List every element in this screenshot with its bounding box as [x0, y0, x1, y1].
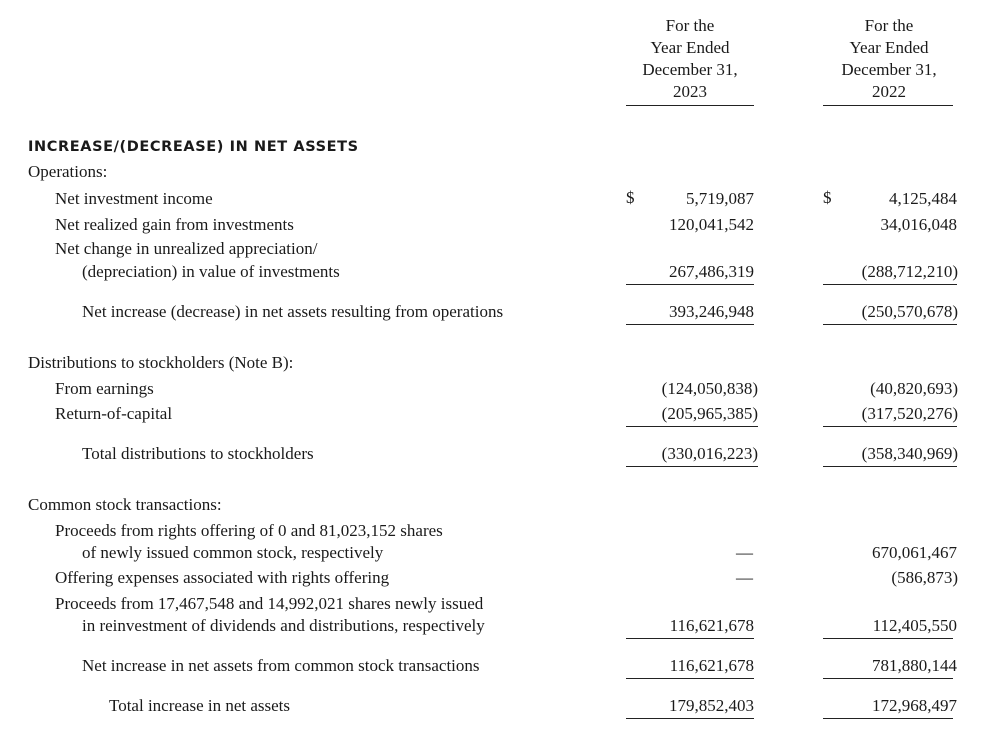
net-investment-income-2022: 4,125,484: [889, 189, 957, 208]
net-investment-income-label: Net investment income: [55, 189, 213, 208]
column-header-2022-rule: [823, 105, 953, 106]
reinvestment-2023: 116,621,678: [669, 616, 754, 635]
reinvestment-2022: 112,405,550: [872, 616, 957, 635]
total-increase-2023: 179,852,403: [669, 696, 754, 715]
net-increase-stock-2023: 116,621,678: [669, 656, 754, 675]
stock-heading: Common stock transactions:: [28, 495, 222, 514]
column-header-2023-line3: December 31,: [642, 60, 738, 79]
total-distributions-2023: (330,016,223): [661, 444, 758, 463]
column-header-2022-line1: For the: [864, 16, 914, 35]
unrealized-label-line2: (depreciation) in value of investments: [82, 262, 340, 281]
rule-net-increase-stock-2023: [626, 678, 754, 679]
unrealized-2022: (288,712,210): [861, 262, 958, 281]
rule-total-increase-2023: [626, 718, 754, 719]
column-header-2022: [823, 15, 955, 103]
net-increase-operations-2023: 393,246,948: [669, 302, 754, 321]
net-increase-operations-label: Net increase (decrease) in net assets resulting from operations: [82, 302, 504, 321]
rule-reinvestment-2022: [823, 638, 953, 639]
offering-expenses-2023-dash: —: [736, 568, 753, 587]
distributions-heading: Distributions to stockholders (Note B):: [28, 353, 294, 372]
net-realized-gain-2023: 120,041,542: [669, 215, 754, 234]
column-header-2022-line3: December 31,: [841, 60, 937, 79]
rights-offering-label-line1: Proceeds from rights offering of 0 and 81,023,152 shares: [55, 521, 443, 540]
net-realized-gain-label: Net realized gain from investments: [55, 215, 294, 234]
rights-offering-2022: 670,061,467: [872, 543, 957, 562]
operations-heading: Operations:: [28, 162, 108, 181]
column-header-2023-rule: [626, 105, 754, 106]
column-header-2023-line2: Year Ended: [650, 38, 730, 57]
total-increase-2022: 172,968,497: [872, 696, 957, 715]
from-earnings-2022: (40,820,693): [870, 379, 958, 398]
column-header-2023-line1: For the: [665, 16, 715, 35]
return-of-capital-2022: (317,520,276): [861, 404, 958, 423]
column-header-2023-line4: 2023: [673, 82, 707, 101]
offering-expenses-2022: (586,873): [891, 568, 958, 587]
net-increase-stock-2022: 781,880,144: [872, 656, 957, 675]
rule-reinvestment-2023: [626, 638, 754, 639]
return-of-capital-2023: (205,965,385): [661, 404, 758, 423]
net-realized-gain-2022: 34,016,048: [880, 215, 957, 234]
total-distributions-2022: (358,340,969): [861, 444, 958, 463]
rule-total-distributions-2023: [626, 466, 758, 467]
net-increase-stock-label: Net increase in net assets from common stock transactions: [82, 656, 480, 675]
total-distributions-label: Total distributions to stockholders: [82, 444, 314, 463]
from-earnings-label: From earnings: [55, 379, 154, 398]
column-header-2023: [626, 15, 754, 103]
from-earnings-2023: (124,050,838): [661, 379, 758, 398]
return-of-capital-label: Return-of-capital: [55, 404, 173, 423]
rule-unrealized-2022: [823, 284, 957, 285]
currency-symbol-2023: $: [626, 188, 635, 207]
unrealized-label-line1: Net change in unrealized appreciation/: [55, 239, 318, 258]
offering-expenses-label: Offering expenses associated with rights offering: [55, 568, 390, 587]
rule-return-of-capital-2022: [823, 426, 957, 427]
rule-net-increase-operations-2022: [823, 324, 957, 325]
net-investment-income-2023: 5,719,087: [686, 189, 754, 208]
net-increase-operations-2022: (250,570,678): [861, 302, 958, 321]
rule-total-distributions-2022: [823, 466, 957, 467]
rights-offering-2023-dash: —: [736, 543, 753, 562]
unrealized-2023: 267,486,319: [669, 262, 754, 281]
column-header-2022-line4: 2022: [872, 82, 906, 101]
reinvestment-label-line2: in reinvestment of dividends and distributions, respectively: [82, 616, 485, 635]
rule-total-increase-2022: [823, 718, 953, 719]
rule-unrealized-2023: [626, 284, 754, 285]
column-header-2022-line2: Year Ended: [849, 38, 929, 57]
reinvestment-label-line1: Proceeds from 17,467,548 and 14,992,021 shares newly issued: [55, 594, 484, 613]
section-title: INCREASE/(DECREASE) IN NET ASSETS: [28, 139, 359, 155]
currency-symbol-2022: $: [823, 188, 832, 207]
rule-net-increase-operations-2023: [626, 324, 754, 325]
rule-net-increase-stock-2022: [823, 678, 953, 679]
rule-return-of-capital-2023: [626, 426, 758, 427]
rights-offering-label-line2: of newly issued common stock, respectively: [82, 543, 384, 562]
total-increase-label: Total increase in net assets: [109, 696, 291, 715]
